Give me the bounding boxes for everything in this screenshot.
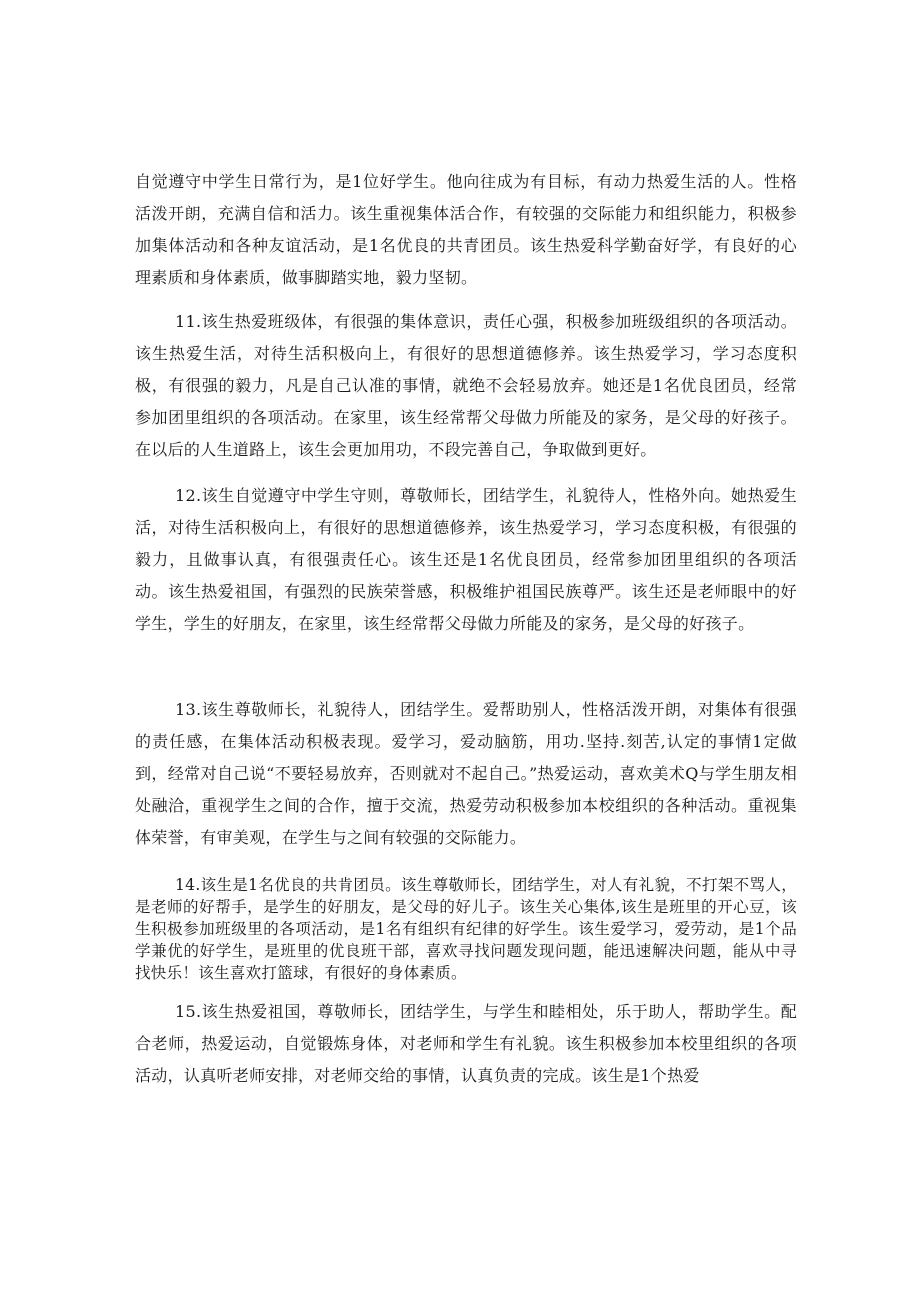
paragraph-text: .该生是1名优良的共肯团员。该生尊敬师长，团结学生，对人有礼貌，不打架不骂人，是老师的好帮手，是学生的好朋友，是父母的好儿子。该生关心集体,该生是班里的开心豆，该生积极参加班级里的各项活动，是1名有组织有纪律的好学生。该生爱学习，爱劳动，是1个品学兼优的好学生，是班里的优良班干部，喜欢寻找问题发现问题，能迅速解决问题，能从中寻找快乐！该生喜欢打篮球，有很好的身体素质。 [135,876,797,982]
paragraph-number: 12 [175,486,196,505]
paragraph-text: 自觉遵守中学生日常行为，是1位好学生。他向往成为有目标，有动力热爱生活的人。性格活泼开朗，充满自信和活力。该生重视集体活合作，有较强的交际能力和组织能力，积极参加集体活动和各种友谊活动，是1名优良的共青团员。该生热爱科学勤奋好学，有良好的心理素质和身体素质，做事脚踏实地，毅力坚韧。 [135,172,797,287]
paragraph-11 [135,306,797,466]
paragraph-number: 13 [175,700,196,719]
paragraph-15 [135,996,797,1092]
paragraph-text: .该生尊敬师长，礼貌待人，团结学生。爱帮助别人，性格活泼开朗，对集体有很强的责任感，在集体活动积极表现。爱学习，爱动脑筋，用功.坚持.刻苦,认定的事情1定做到，经常对自己说“不要轻易放弃，否则就对不起自己。”热爱运动，喜欢美术Q与学生朋友相处融洽，重视学生之间的合作，擅于交流，热爱劳动积极参加本校组织的各种活动。重视集体荣誉，有审美观，在学生与之间有较强的交际能力。 [135,700,797,847]
paragraph-14 [135,874,797,984]
paragraph-10-continued [135,166,797,294]
paragraph-text: .该生热爱班级体，有很强的集体意识，责任心强，积极参加班级组织的各项活动。该生热爱生活，对待生活积极向上，有很好的思想道德修养。该生热爱学习，学习态度积极，有很强的毅力，凡是自己认准的事情，就绝不会轻易放弃。她还是1名优良团员，经常参加团里组织的各项活动。在家里，该生经常帮父母做力所能及的家务，是父母的好孩子。在以后的人生道路上，该生会更加用功，不段完善自己，争取做到更好。 [135,312,797,459]
paragraph-text: .该生自觉遵守中学生守则，尊敬师长，团结学生，礼貌待人，性格外向。她热爱生活，对待生活积极向上，有很好的思想道德修养，该生热爱学习，学习态度积极，有很强的毅力，且做事认真，有很强责任心。该生还是1名优良团员，经常参加团里组织的各项活动。该生热爱祖国，有强烈的民族荣誉感，积极维护祖国民族尊严。该生还是老师眼中的好学生，学生的好朋友，在家里，该生经常帮父母做力所能及的家务，是父母的好孩子。 [135,486,797,633]
paragraph-number: 11 [175,312,196,331]
paragraph-number: 14 [175,876,196,894]
paragraph-text: .该生热爱祖国，尊敬师长，团结学生，与学生和睦相处，乐于助人，帮助学生。配合老师，热爱运动，自觉锻炼身体，对老师和学生有礼貌。该生积极参加本校里组织的各项活动，认真听老师安排，对老师交给的事情，认真负责的完成。该生是1个热爱 [135,1002,797,1085]
paragraph-13 [135,694,797,854]
paragraph-12 [135,480,797,640]
paragraph-number: 15 [175,1002,196,1021]
